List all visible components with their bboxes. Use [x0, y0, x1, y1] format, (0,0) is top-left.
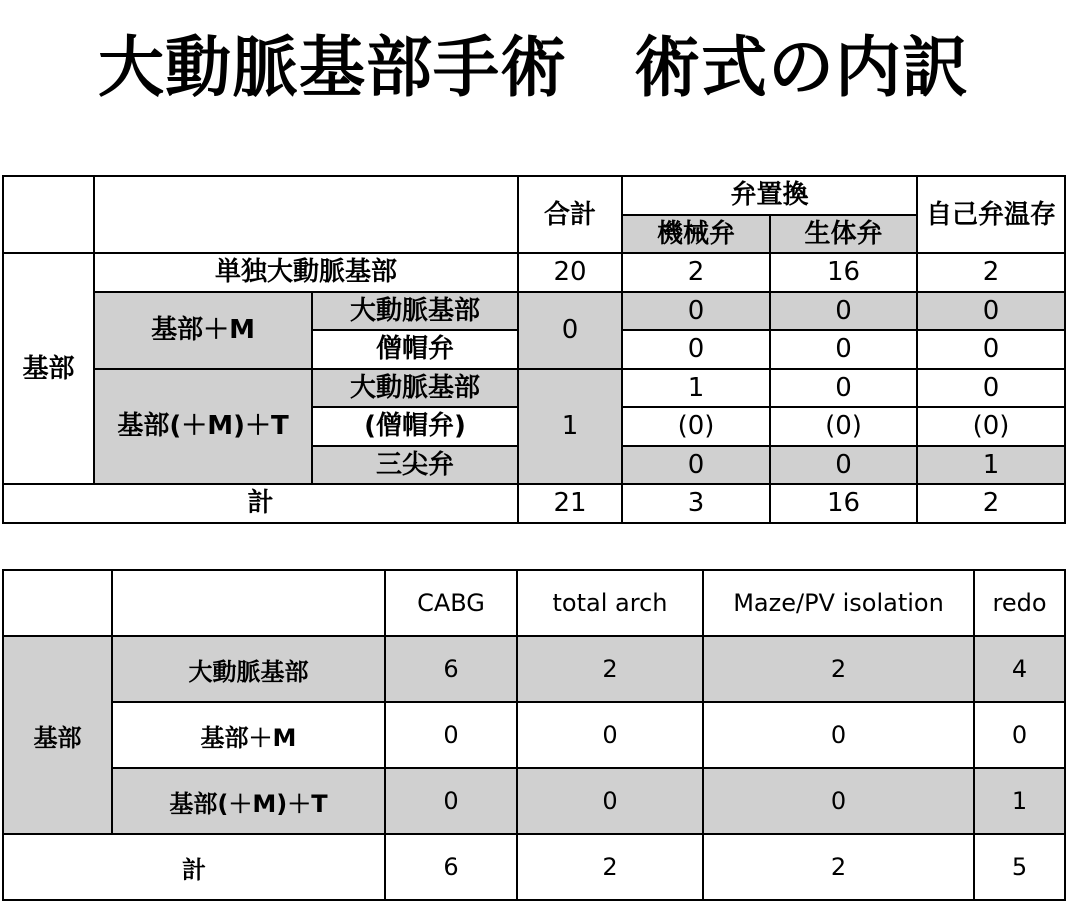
- cell-mechanical: 0: [622, 446, 770, 485]
- sub-label: 三尖弁: [312, 446, 518, 485]
- cell-redo: 1: [974, 768, 1065, 834]
- row-label-isolated: 単独大動脈基部: [94, 253, 518, 292]
- sum-label: 計: [3, 834, 385, 900]
- cell-total-arch: 0: [517, 768, 703, 834]
- page-title: 大動脈基部手術 術式の内訳: [98, 29, 969, 106]
- cell-redo: 0: [974, 702, 1065, 768]
- header-empty-cell: [3, 176, 94, 253]
- cell-valve-sparing: 0: [917, 369, 1065, 408]
- cell-total: 1: [518, 369, 622, 485]
- cell-valve-sparing: 2: [917, 253, 1065, 292]
- cell-valve-sparing: 2: [917, 484, 1065, 523]
- cell-total: 21: [518, 484, 622, 523]
- sub-label: 大動脈基部: [312, 369, 518, 408]
- cell-maze: 0: [703, 702, 974, 768]
- cell-bioprosthetic: (0): [770, 407, 917, 446]
- header-total: 合計: [518, 176, 622, 253]
- cell-valve-sparing: 1: [917, 446, 1065, 485]
- header-maze: Maze/PV isolation: [703, 570, 974, 636]
- cell-valve-sparing: (0): [917, 407, 1065, 446]
- cell-cabg: 6: [385, 834, 517, 900]
- cell-total-arch: 2: [517, 834, 703, 900]
- header-total-arch: total arch: [517, 570, 703, 636]
- sum-label: 計: [3, 484, 518, 523]
- row-label: 基部＋M: [112, 702, 385, 768]
- cell-cabg: 0: [385, 702, 517, 768]
- cell-total: 0: [518, 292, 622, 369]
- group-label-root: 基部: [3, 636, 112, 834]
- cell-bioprosthetic: 0: [770, 292, 917, 331]
- cell-maze: 0: [703, 768, 974, 834]
- cell-bioprosthetic: 16: [770, 253, 917, 292]
- sub-label: (僧帽弁): [312, 407, 518, 446]
- cell-maze: 2: [703, 636, 974, 702]
- row-label: 大動脈基部: [112, 636, 385, 702]
- row-label-root-plus-m: 基部＋M: [94, 292, 312, 369]
- cell-cabg: 6: [385, 636, 517, 702]
- cell-maze: 2: [703, 834, 974, 900]
- cell-valve-sparing: 0: [917, 330, 1065, 369]
- cell-mechanical: 1: [622, 369, 770, 408]
- cell-total-arch: 0: [517, 702, 703, 768]
- header-redo: redo: [974, 570, 1065, 636]
- header-mechanical: 機械弁: [622, 215, 770, 254]
- header-bioprosthetic: 生体弁: [770, 215, 917, 254]
- cell-mechanical: 0: [622, 330, 770, 369]
- cell-cabg: 0: [385, 768, 517, 834]
- header-empty-cell: [94, 176, 518, 253]
- header-valve-replacement: 弁置換: [622, 176, 917, 215]
- concomitant-procedure-table: [2, 569, 1066, 901]
- header-cabg: CABG: [385, 570, 517, 636]
- group-label-root: 基部: [3, 253, 94, 484]
- row-label: 基部(＋M)＋T: [112, 768, 385, 834]
- cell-mechanical: 2: [622, 253, 770, 292]
- cell-bioprosthetic: 0: [770, 330, 917, 369]
- cell-bioprosthetic: 16: [770, 484, 917, 523]
- sub-label: 大動脈基部: [312, 292, 518, 331]
- cell-valve-sparing: 0: [917, 292, 1065, 331]
- cell-mechanical: 3: [622, 484, 770, 523]
- header-valve-sparing: 自己弁温存: [917, 176, 1065, 253]
- header-empty-cell: [112, 570, 385, 636]
- cell-total-arch: 2: [517, 636, 703, 702]
- cell-mechanical: (0): [622, 407, 770, 446]
- cell-redo: 4: [974, 636, 1065, 702]
- valve-procedure-table: [2, 175, 1066, 524]
- cell-redo: 5: [974, 834, 1065, 900]
- cell-bioprosthetic: 0: [770, 446, 917, 485]
- row-label-root-plus-t: 基部(＋M)＋T: [94, 369, 312, 485]
- sub-label: 僧帽弁: [312, 330, 518, 369]
- cell-mechanical: 0: [622, 292, 770, 331]
- header-empty-cell: [3, 570, 112, 636]
- cell-total: 20: [518, 253, 622, 292]
- cell-bioprosthetic: 0: [770, 369, 917, 408]
